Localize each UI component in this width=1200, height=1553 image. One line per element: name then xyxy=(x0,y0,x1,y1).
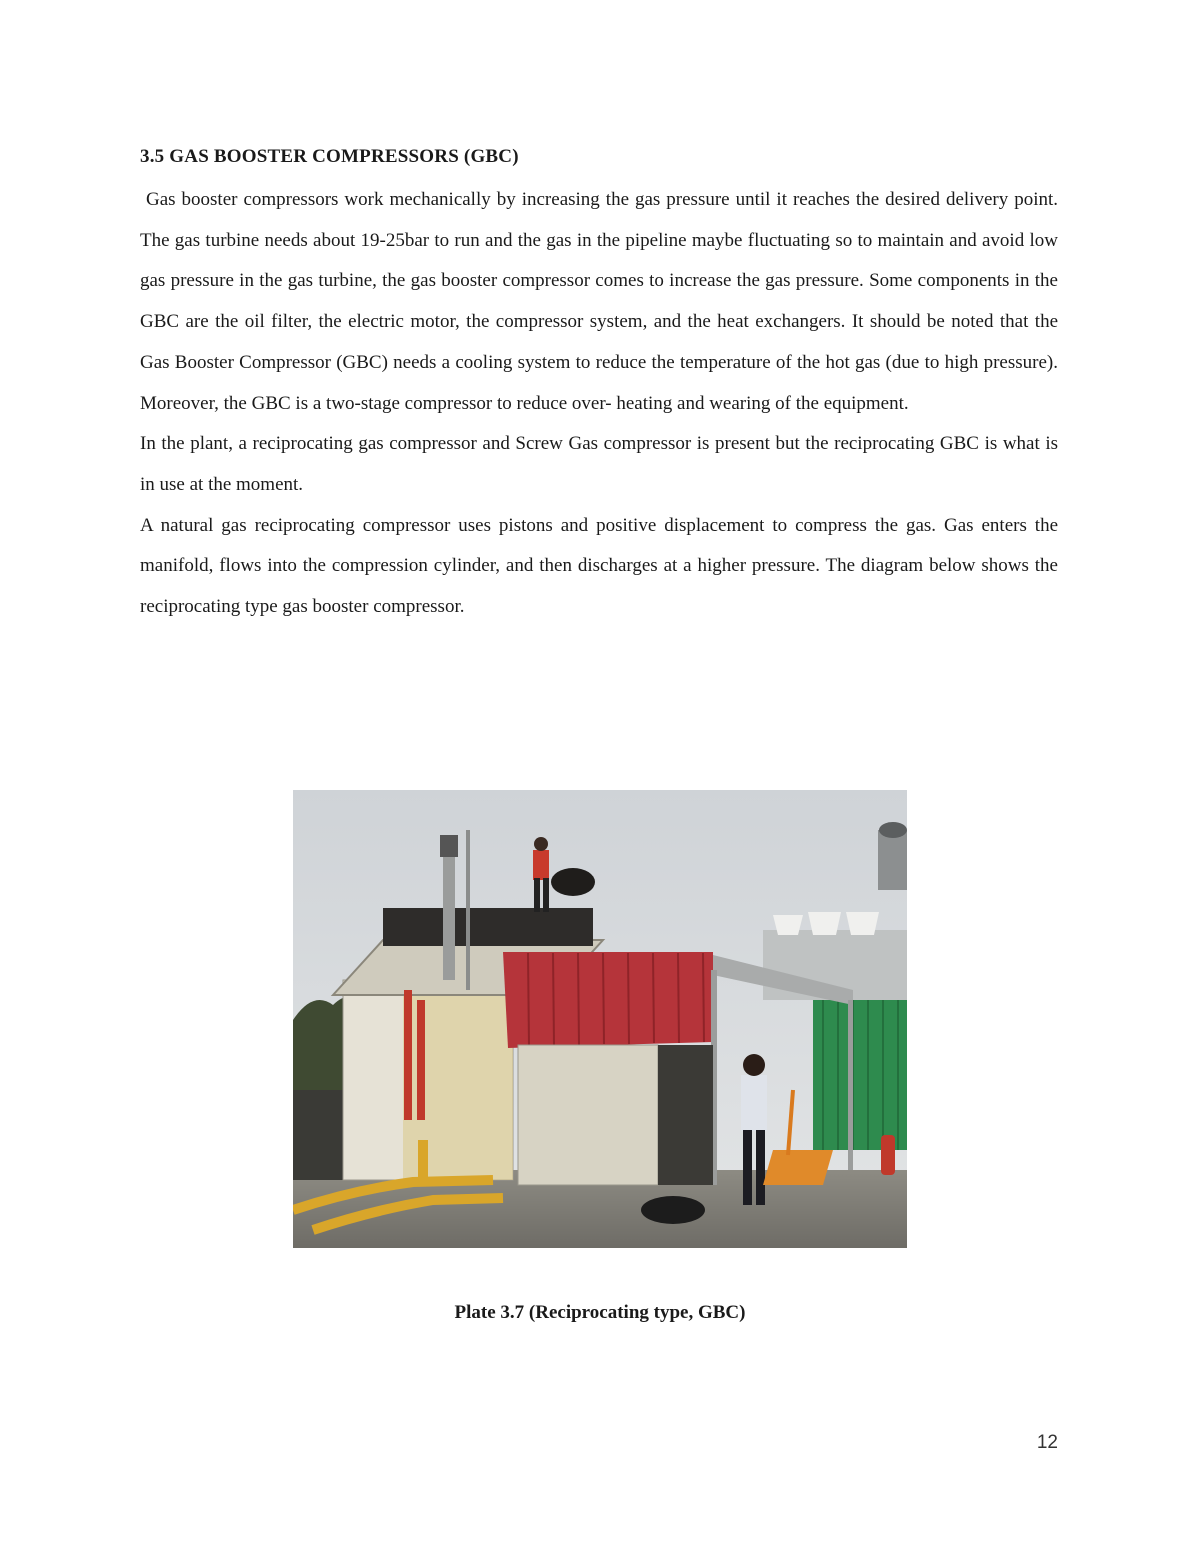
tyre xyxy=(641,1196,705,1224)
compressor-photo xyxy=(293,790,907,1248)
green-container xyxy=(813,1000,907,1150)
compressor-photo-illustration xyxy=(293,790,907,1248)
figure-caption: Plate 3.7 (Reciprocating type, GBC) xyxy=(454,1302,746,1323)
section-heading: 3.5 GAS BOOSTER COMPRESSORS (GBC) xyxy=(140,146,519,167)
worker-on-roof xyxy=(533,850,549,880)
paragraph-3: A natural gas reciprocating compressor uses pistons and positive displacement to compress the gas. Gas enters the manifold, flows into the compression cylinder, and then discharges at a higher pressure. The diagram below shows the reciprocating type gas booster compressor. xyxy=(140,514,1058,618)
exhaust-stack xyxy=(443,840,455,980)
paragraph-1: Gas booster compressors work mechanically by increasing the gas pressure until it reaches the desired delivery point. The gas turbine needs about 19-25bar to run and the gas in the pipeline maybe fluctuating so to maintain and avoid low gas pressure in the gas turbine, the gas booster compressor comes to increase the gas pressure. Some components in the GBC are the oil filter, the electric motor, the compressor system, and the heat exchangers. It should be noted that the Gas Booster Compressor (GBC) needs a cooling system to reduce the temperature of the hot gas (due to high pressure). Moreover, the GBC is a two-stage compressor to reduce over- heating and wearing of the equipment. xyxy=(140,189,1059,414)
door-block xyxy=(518,1045,658,1185)
paragraph-2: In the plant, a reciprocating gas compressor and Screw Gas compressor is present but the reciprocating GBC is what is in use at the moment. xyxy=(140,433,1058,495)
stack-right xyxy=(878,830,907,890)
standing-person xyxy=(741,1075,767,1131)
red-canopy xyxy=(503,952,713,1048)
compressor-top-unit xyxy=(383,908,593,946)
pallet-jack xyxy=(763,1150,833,1185)
page-number: 12 xyxy=(1036,1432,1058,1453)
fire-extinguisher xyxy=(881,1135,895,1175)
section-body xyxy=(140,140,1058,628)
